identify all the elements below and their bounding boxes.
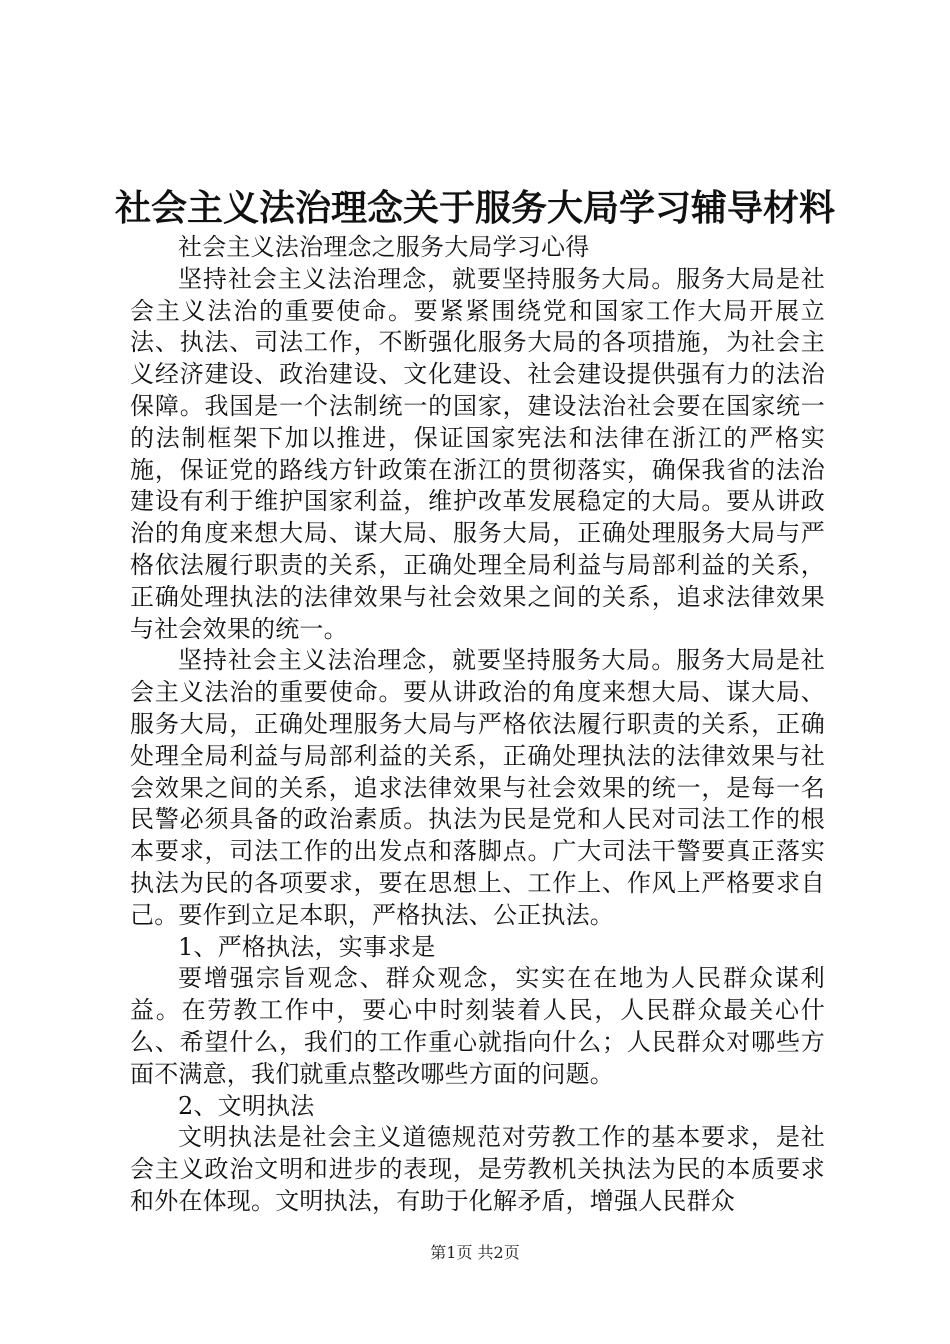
section-1-heading: 1、严格执法，实事求是 <box>178 932 436 961</box>
section-1-text: 要增强宗旨观念、群众观念，实实在在地为人民群众谋利益。在劳教工作中，要心中时刻装着人民，人民群众最关心什么、希望什么，我们的工作重心就指向什么；人民群众对哪些方面不满意，我们就重点整改哪些方面的问题。 <box>130 964 825 1088</box>
document-title: 社会主义法治理念关于服务大局学习辅导材料 <box>114 188 835 229</box>
section-2-heading: 2、文明执法 <box>178 1091 315 1120</box>
paragraph-2: 坚持社会主义法治理念，就要坚持服务大局。服务大局是社会主义法治的重要使命。要从讲政治的角度来想大局、谋大局、服务大局，正确处理服务大局与严格依法履行职责的关系，正确处理全局利益与局部利益的关系，正确处理执法的法律效果与社会效果之间的关系，追求法律效果与社会效果的统一，是每一名民警必须具备的政治素质。执法为民是党和人民对司法工作的根本要求，司法工作的出发点和落脚点。广大司法干警要真正落实执法为民的各项要求，要在思想上、工作上、作风上严格要求自己。要作到立足本职，严格执法、公正执法。 <box>130 646 825 929</box>
section-2-text: 文明执法是社会主义道德规范对劳教工作的基本要求，是社会主义政治文明和进步的表现，是劳教机关执法为民的本质要求和外在体现。文明执法，有助于化解矛盾，增强人民群众 <box>130 1123 825 1215</box>
document-body <box>130 232 825 1218</box>
paragraph-1: 坚持社会主义法治理念，就要坚持服务大局。服务大局是社会主义法治的重要使命。要紧紧围绕党和国家工作大局开展立法、执法、司法工作，不断强化服务大局的各项措施，为社会主义经济建设、政治建设、文化建设、社会建设提供强有力的法治保障。我国是一个法制统一的国家，建设法治社会要在国家统一的法制框架下加以推进，保证国家宪法和法律在浙江的严格实施，保证党的路线方针政策在浙江的贯彻落实，确保我省的法治建设有利于维护国家利益，维护改革发展稳定的大局。要从讲政治的角度来想大局、谋大局、服务大局，正确处理服务大局与严格依法履行职责的关系，正确处理全局利益与局部利益的关系，正确处理执法的法律效果与社会效果之间的关系，追求法律效果与社会效果的统一。 <box>130 264 825 643</box>
document-subtitle: 社会主义法治理念之服务大局学习心得 <box>178 233 590 261</box>
page-footer: 第1页 共2页 <box>430 1243 520 1262</box>
